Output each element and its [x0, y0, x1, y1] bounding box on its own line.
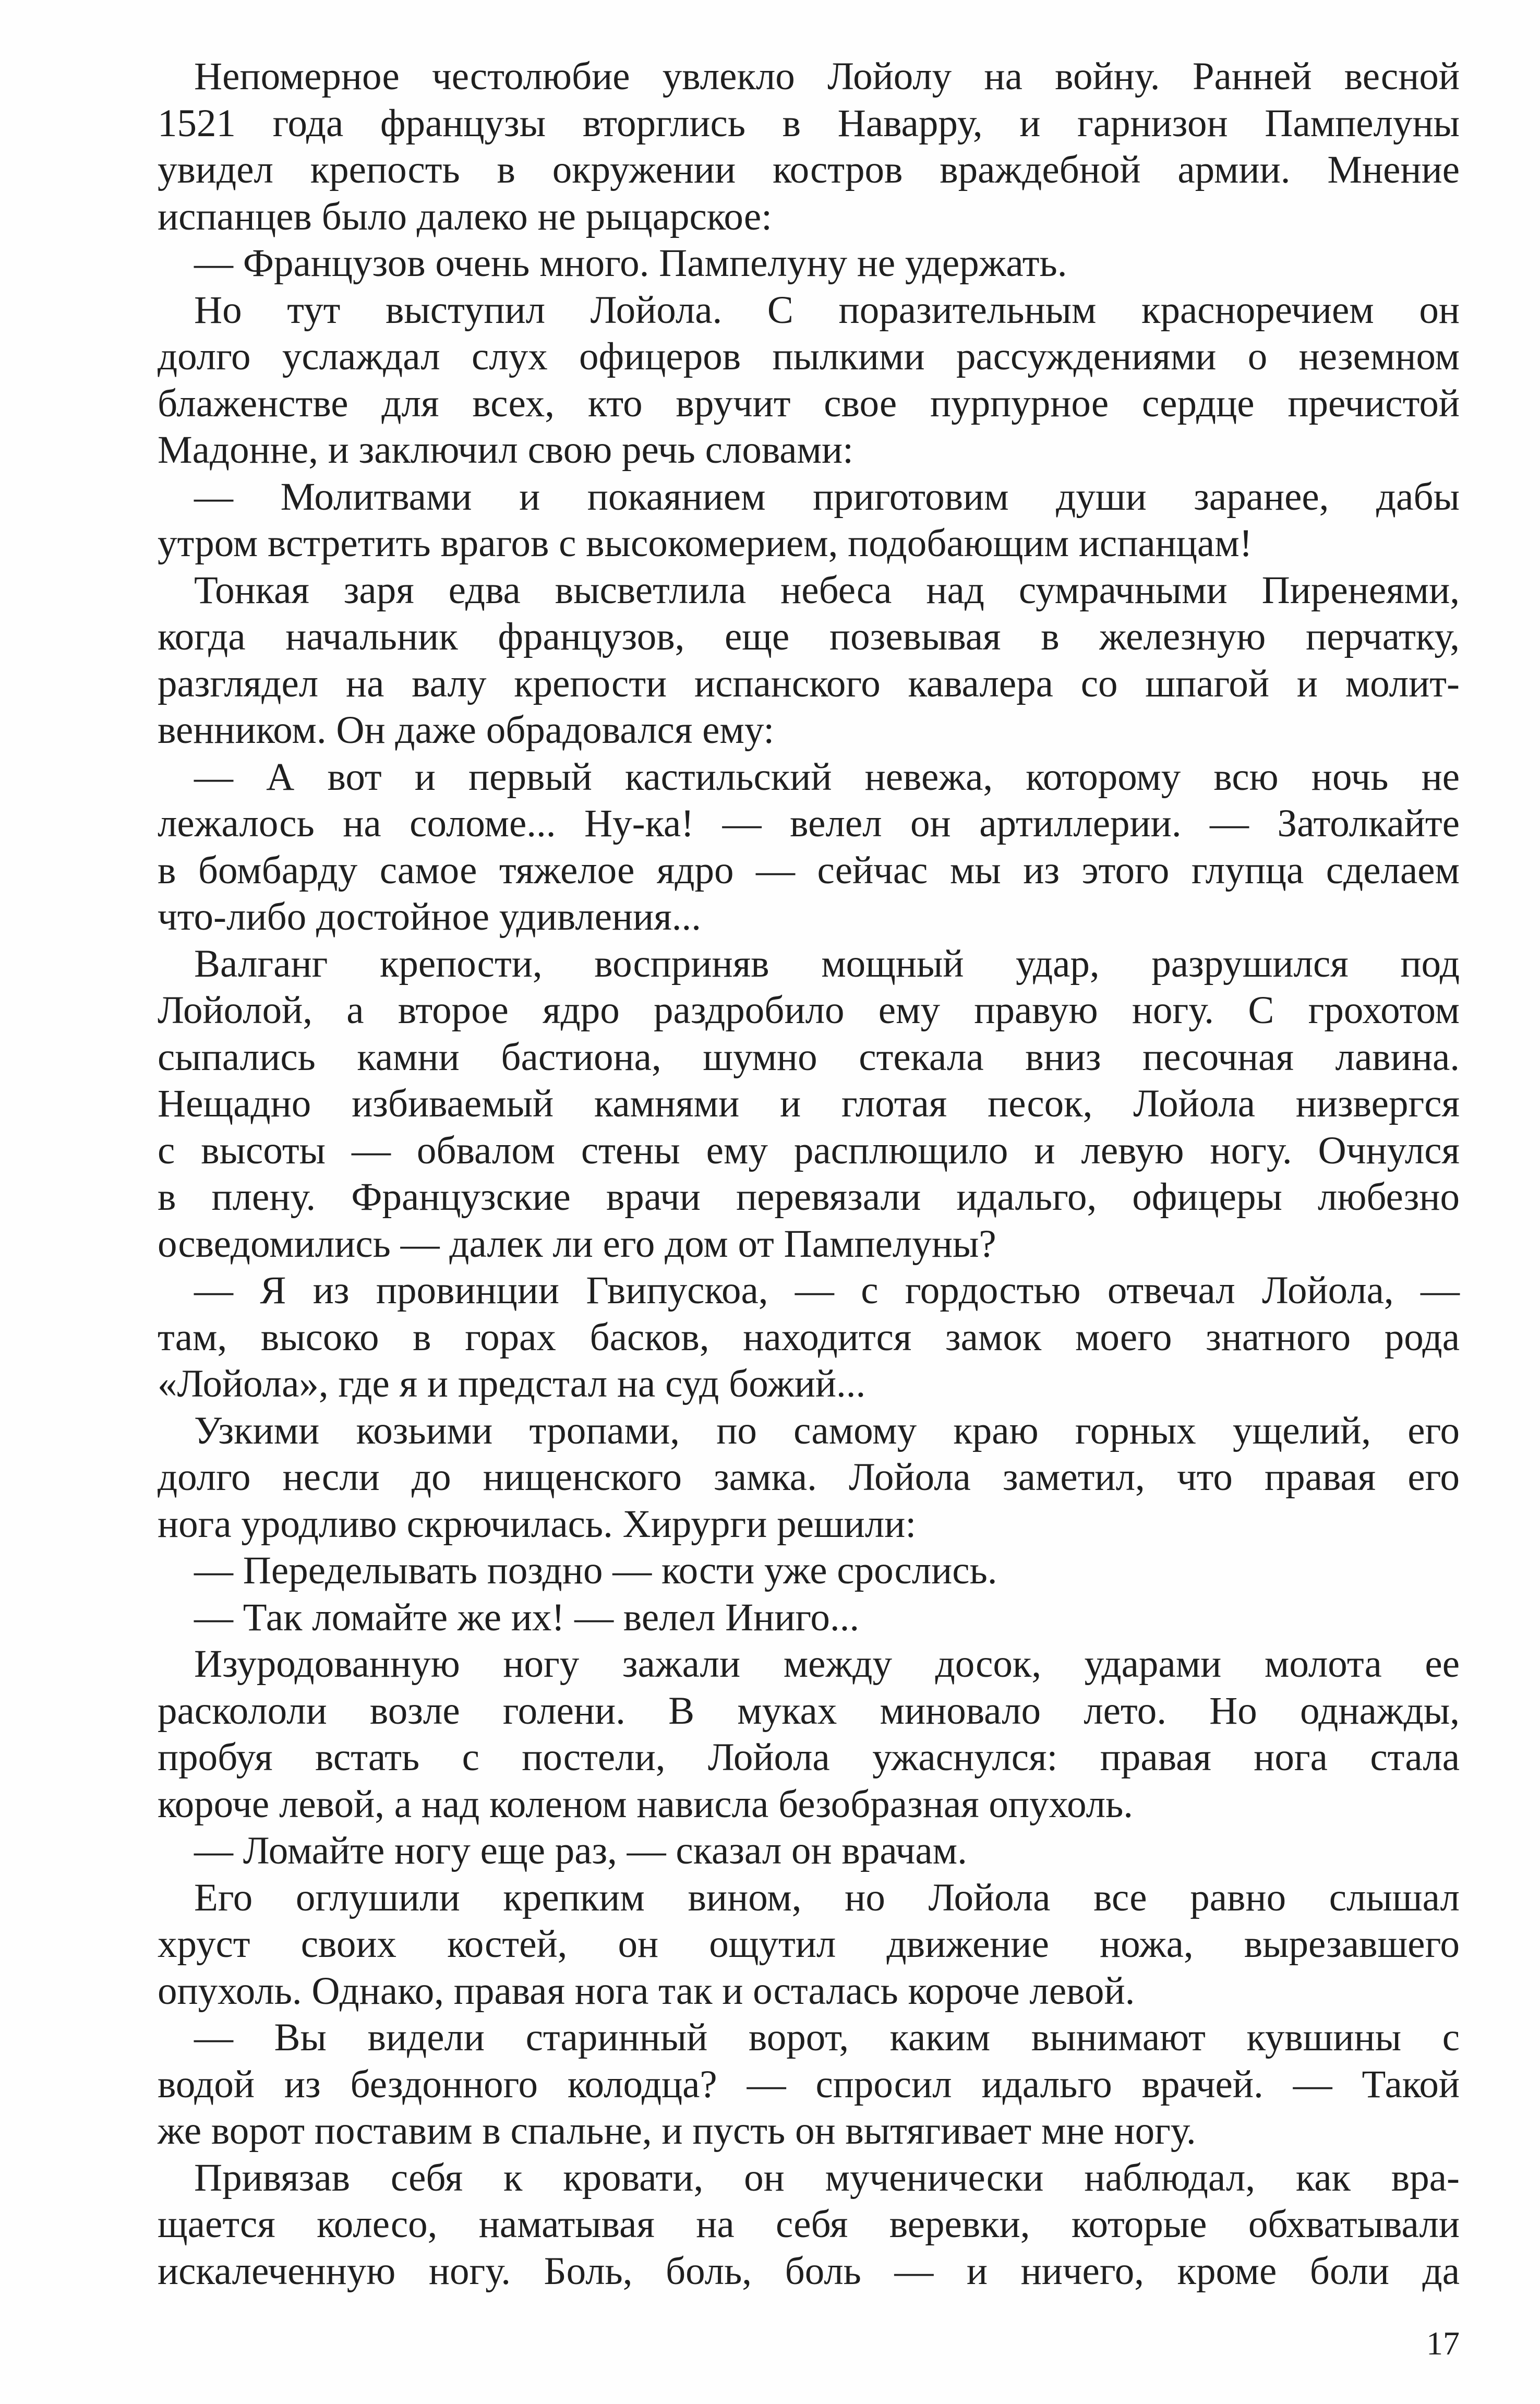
text-line: сыпались камни бастиона, шумно стекала вниз песочная лавина.: [158, 1035, 1460, 1079]
text-line: Его оглушили крепким вином, но Лойола все равно слышал: [194, 1876, 1460, 1919]
text-line: разглядел на валу крепости испанского кавалера со шпагой и молит-: [158, 662, 1460, 705]
text-line: Изуродованную ногу зажали между досок, ударами молота ее: [194, 1642, 1460, 1686]
text-line: в бомбарду самое тяжелое ядро — сейчас мы из этого глупца сделаем: [158, 848, 1460, 892]
text-line: Валганг крепости, восприняв мощный удар, разрушился под: [194, 942, 1460, 985]
text-line: Непомерное честолюбие увлекло Лойолу на войну. Ранней весной: [194, 55, 1460, 98]
text-line: — Я из провинции Гвипускоа, — с гордостью отвечал Лойола, —: [194, 1269, 1460, 1312]
text-line: хруст своих костей, он ощутил движение ножа, вырезавшего: [158, 1922, 1460, 1966]
text-line: опухоль. Однако, правая нога так и осталась короче левой.: [158, 1969, 1135, 2013]
text-line: — Молитвами и покаянием приготовим души заранее, дабы: [194, 475, 1460, 519]
text-line: Лойолой, а второе ядро раздробило ему правую ногу. С грохотом: [158, 989, 1460, 1032]
text-line: нога уродливо скрючилась. Хирурги решили:: [158, 1502, 917, 1546]
text-line: там, высоко в горах басков, находится замок моего знатного рода: [158, 1315, 1460, 1359]
text-line: лежалось на соломе... Ну-ка! — велел он артиллерии. — Затолкайте: [158, 802, 1460, 845]
text-line: что-либо достойное удивления...: [158, 895, 702, 939]
text-line: искалеченную ногу. Боль, боль, боль — и ничего, кроме боли да: [158, 2249, 1460, 2293]
text-line: осведомились — далек ли его дом от Пампелуны?: [158, 1222, 996, 1266]
text-line: пробуя встать с постели, Лойола ужаснулся: правая нога стала: [158, 1736, 1460, 1779]
text-line: утром встретить врагов с высокомерием, подобающим испанцам!: [158, 522, 1253, 565]
text-line: — Французов очень много. Пампелуну не удержать.: [194, 242, 1067, 285]
text-line: — А вот и первый кастильский невежа, которому всю ночь не: [194, 755, 1460, 799]
text-line: Узкими козьими тропами, по самому краю горных ущелий, его: [194, 1409, 1460, 1452]
text-line: Но тут выступил Лойола. С поразительным красноречием он: [194, 288, 1460, 332]
text-line: — Так ломайте же их! — велел Иниго...: [194, 1595, 860, 1639]
page-number: 17: [1426, 2325, 1460, 2362]
text-line: щается колесо, наматывая на себя веревки, которые обхватывали: [158, 2203, 1460, 2246]
text-line: Тонкая заря едва высветлила небеса над сумрачными Пиренеями,: [194, 568, 1460, 612]
text-line: Нещадно избиваемый камнями и глотая песок, Лойола низвергся: [158, 1082, 1460, 1125]
text-line: же ворот поставим в спальне, и пусть он вытягивает мне ногу.: [158, 2109, 1196, 2153]
text-line: раскололи возле голени. В муках миновало лето. Но однажды,: [158, 1689, 1460, 1733]
text-line: водой из бездонного колодца? — спросил идальго врачей. — Такой: [158, 2062, 1460, 2106]
text-line: в плену. Французские врачи перевязали идальго, офицеры любезно: [158, 1175, 1460, 1219]
text-line: венником. Он даже обрадовался ему:: [158, 708, 775, 752]
text-line: — Переделывать поздно — кости уже срослись.: [194, 1549, 997, 1592]
text-line: с высоты — обвалом стены ему расплющило и левую ногу. Очнулся: [158, 1128, 1460, 1172]
text-line: Мадонне, и заключил свою речь словами:: [158, 428, 853, 472]
text-line: 1521 года французы вторглись в Наварру, и гарнизон Пампелуны: [158, 101, 1460, 145]
text-line: долго услаждал слух офицеров пылкими рассуждениями о неземном: [158, 335, 1460, 378]
text-line: «Лойола», где я и предстал на суд божий...: [158, 1362, 866, 1405]
text-line: — Вы видели старинный ворот, каким вынимают кувшины с: [194, 2016, 1460, 2059]
text-line: — Ломайте ногу еще раз, — сказал он врачам.: [194, 1829, 967, 1872]
text-line: испанцев было далеко не рыцарское:: [158, 195, 772, 238]
text-line: увидел крепость в окружении костров враждебной армии. Мнение: [158, 148, 1460, 191]
body-text: [158, 53, 1460, 2294]
text-line: короче левой, а над коленом нависла безобразная опухоль.: [158, 1782, 1134, 1826]
text-line: когда начальник французов, еще позевывая в железную перчатку,: [158, 615, 1460, 658]
text-line: блаженстве для всех, кто вручит свое пурпурное сердце пречистой: [158, 381, 1460, 425]
text-line: долго несли до нищенского замка. Лойола заметил, что правая его: [158, 1456, 1460, 1499]
text-line: Привязав себя к кровати, он мученически наблюдал, как вра-: [194, 2156, 1460, 2199]
